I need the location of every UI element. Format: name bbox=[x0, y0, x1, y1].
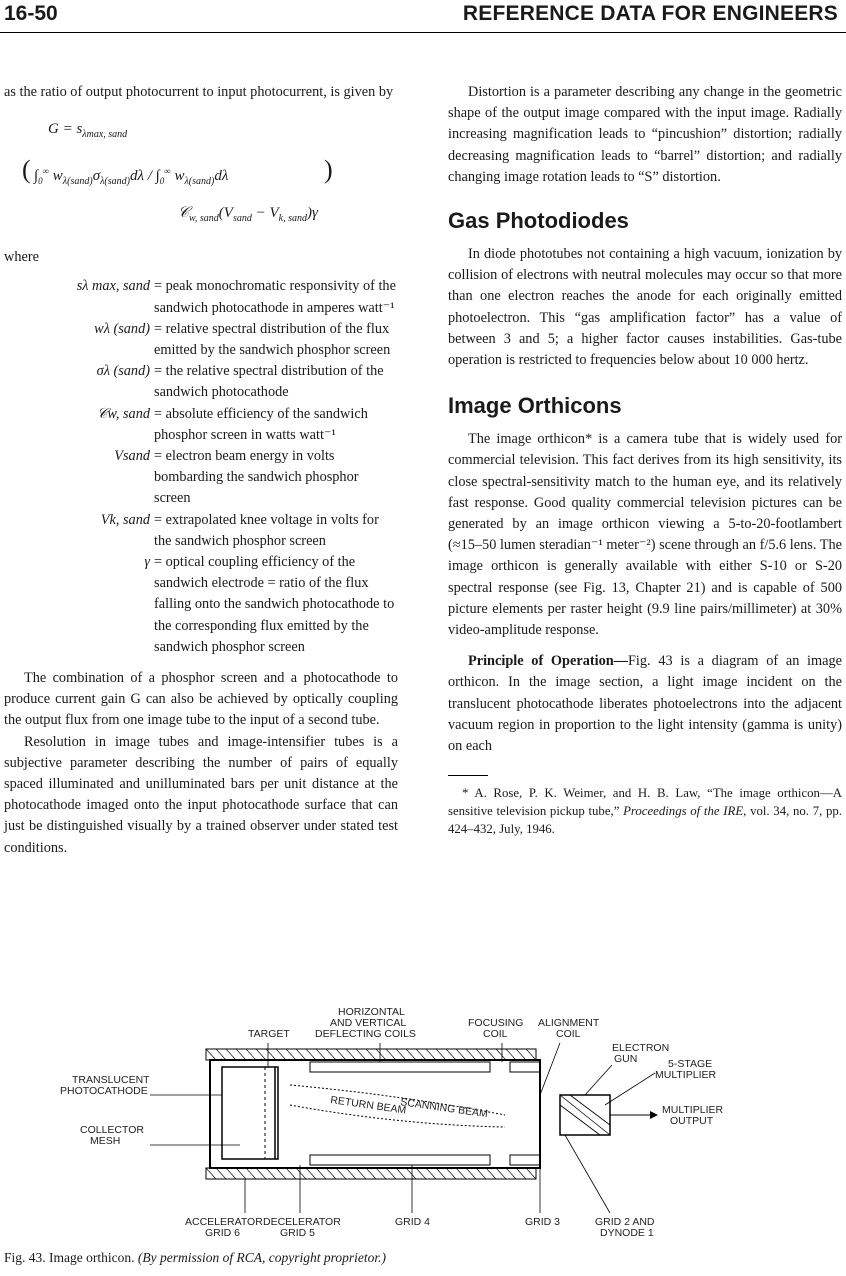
definition-item: γ = optical coupling efficiency of the sandwich electrode = ratio of the flux falling onto the sandwich photocathode to the corresponding flux emitted by the sandwich phosphor screen bbox=[144, 554, 395, 655]
left-column bbox=[4, 82, 398, 859]
label-horizontal: HORIZONTAL bbox=[338, 1006, 405, 1018]
label-multiplier-output-2: OUTPUT bbox=[670, 1115, 714, 1127]
label-accelerator: ACCELERATOR bbox=[185, 1216, 263, 1228]
body-paragraph: Distortion is a parameter describing any change in the geometric shape of the output image compared with the input image. Radially increasing magnification leads to “pincushion” distortion; radially decreasing magnification leads to “barrel” distortion; and radially changing image rotation leads to “S” distortion. bbox=[448, 84, 842, 185]
label-translucent: TRANSLUCENT bbox=[72, 1074, 150, 1086]
label-grid-2: GRID 2 AND bbox=[595, 1216, 655, 1228]
body-paragraph: Principle of Operation—Fig. 43 is a diagram of an image orthicon. In the image section, a light image incident on the translucent photocathode liberates photoelectrons into the adjacent vacuum region in proportion to the light intensity (gamma is unity) on each bbox=[448, 653, 842, 755]
definition-item: wλ (sand) = relative spectral distribution of the flux emitted by the sandwich phosphor screen bbox=[94, 320, 391, 359]
label-deflecting: DEFLECTING COILS bbox=[315, 1028, 416, 1040]
label-alignment: ALIGNMENT bbox=[538, 1017, 600, 1029]
definition-item: Vsand = electron beam energy in volts bombarding the sandwich phosphor screen bbox=[114, 448, 359, 507]
body-paragraph: The combination of a phosphor screen and a photocathode to produce current gain G can also be achieved by optically coupling the output flux from one image tube to the input of a second tube. bbox=[4, 670, 398, 729]
intro-text: as the ratio of output photocurrent to input photocurrent, is given by bbox=[4, 84, 394, 100]
label-multiplier-output-1: MULTIPLIER bbox=[662, 1104, 724, 1116]
footnote: * A. Rose, P. K. Weimer, and H. B. Law, “The image orthicon—A sensitive television pickup tube,” Proceedings of the IRE, vol. 34, no. 7, pp. 424–432, July, 1946. bbox=[448, 786, 842, 837]
body-paragraph: Resolution in image tubes and image-intensifier tubes is a subjective parameter describing the number of pairs of equally spaced illuminated and unilluminated bars per unit distance at the photocathode imaged onto the input photocathode surface that can just be distinguished visually by a trained observer under stated test conditions. bbox=[4, 733, 398, 856]
definition-item: sλ max, sand = peak monochromatic responsivity of the sandwich photocathode in amperes watt⁻¹ bbox=[76, 278, 396, 316]
body-paragraph: The image orthicon* is a camera tube that is widely used for commercial television. This fact derives from its high sensitivity, its close spectral-sensitivity match to the human eye, and its relatively fast response. Good quality commercial television pictures can be generated by an image orthicon viewing a 5-to-20-footlambert (≈15–50 lumen steradian⁻¹ meter⁻²) scene through an f/5.6 lens. The image orthicon is generally available with either S-10 or S-20 spectral response (see Fig. 13, Chapter 21) and is capable of 500 picture elements per raster height (9.9 line pairs/millimeter) at 30% video-amplitude response. bbox=[448, 431, 842, 639]
label-grid-5: GRID 5 bbox=[280, 1227, 316, 1239]
figure-caption: Fig. 43. Image orthicon. (By permission of RCA, copyright proprietor.) bbox=[4, 1250, 386, 1265]
label-focusing-coil: COIL bbox=[483, 1028, 508, 1040]
definition-item: σλ (sand) = the relative spectral distribution of the sandwich photocathode bbox=[96, 363, 384, 401]
label-target: TARGET bbox=[248, 1028, 290, 1040]
header-rule bbox=[0, 32, 846, 33]
image-orthicon-diagram bbox=[0, 955, 846, 1255]
label-alignment-coil: COIL bbox=[556, 1028, 581, 1040]
label-grid-6: GRID 6 bbox=[205, 1227, 241, 1239]
page-header bbox=[0, 2, 846, 30]
label-electron: ELECTRON bbox=[612, 1042, 670, 1054]
label-collector: COLLECTOR bbox=[80, 1124, 144, 1136]
definition-item: Vk, sand = extrapolated knee voltage in volts for the sandwich phosphor screen bbox=[100, 511, 379, 549]
label-grid-4: GRID 4 bbox=[395, 1216, 431, 1228]
label-return-beam: RETURN BEAM bbox=[329, 1094, 407, 1117]
gain-equation: $G = s_{\lambda max, sand}$ ( $\int_0^\infty$ $w_{\lambda(sand)}\sigma_{\lambda(sand)}d\lambda / \int_0^\infty$ $w_{\lambda(sand)}d\lambda$ ) $𝒞_{w, sand}(V_{sand} - V_{k, sand})\gamma$ bbox=[22, 121, 333, 225]
label-grid-3: GRID 3 bbox=[525, 1216, 561, 1228]
label-multiplier: MULTIPLIER bbox=[655, 1069, 717, 1081]
label-focusing: FOCUSING bbox=[468, 1017, 524, 1029]
subsection-label: Principle of Operation— bbox=[468, 653, 628, 670]
right-column bbox=[448, 82, 842, 838]
section-heading: Gas Photodiodes bbox=[448, 208, 629, 234]
where-label: where bbox=[4, 249, 39, 266]
section-heading: Image Orthicons bbox=[448, 393, 622, 419]
label-photocathode: PHOTOCATHODE bbox=[60, 1085, 148, 1097]
definition-list bbox=[4, 276, 398, 658]
page-number: 16-50 bbox=[4, 2, 58, 25]
body-paragraph: In diode phototubes not containing a high vacuum, ionization by collision of electrons with neutral molecules may occur so that more than one electron reaches the anode for each originally emitted photoelectron. This “gas amplification factor” has a value of between 3 and 5; a higher factor causes instabilities. Gas-tube operation is restricted to frequencies below about 10 000 hertz. bbox=[448, 246, 842, 369]
running-title: REFERENCE DATA FOR ENGINEERS bbox=[462, 2, 838, 25]
footnote-rule bbox=[448, 775, 488, 776]
definition-item: 𝒞w, sand = absolute efficiency of the sandwich phosphor screen in watts watt⁻¹ bbox=[96, 405, 368, 443]
label-scanning-beam: SCANNING BEAM bbox=[399, 1096, 489, 1121]
label-5-stage: 5-STAGE bbox=[668, 1058, 713, 1070]
label-and-vertical: AND VERTICAL bbox=[330, 1017, 407, 1029]
label-mesh: MESH bbox=[90, 1135, 121, 1147]
label-dynode-1: DYNODE 1 bbox=[600, 1227, 654, 1239]
label-gun: GUN bbox=[614, 1053, 638, 1065]
label-decelerator: DECELERATOR bbox=[263, 1216, 341, 1228]
